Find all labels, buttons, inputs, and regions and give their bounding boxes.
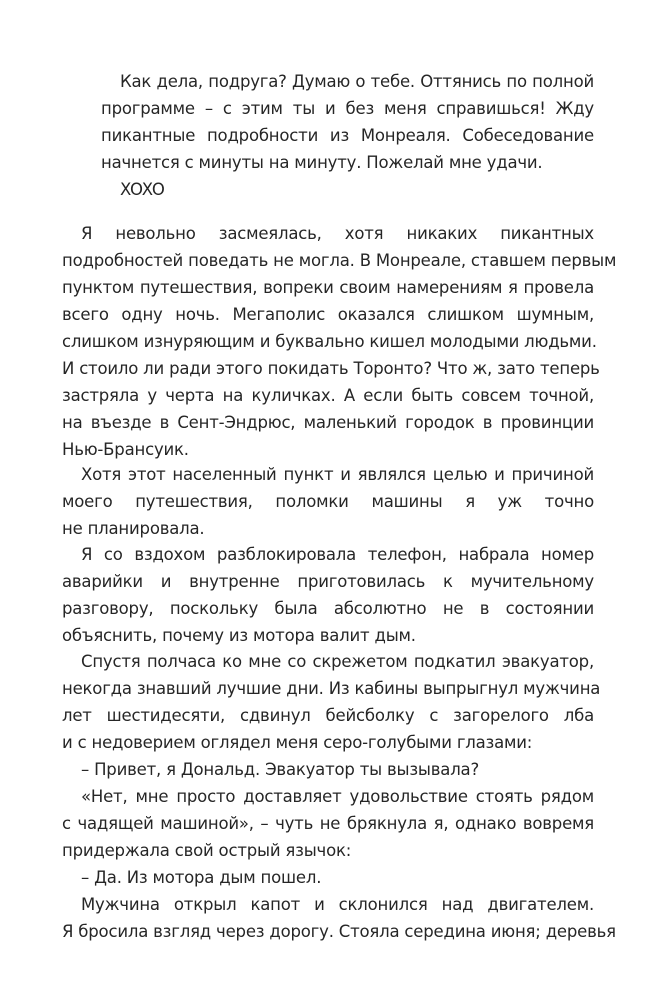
text-line: придержала свой острый язычок: xyxy=(62,841,352,860)
text-line: разговору, поскольку была абсолютно не в состоянии xyxy=(62,599,594,618)
text-line: пунктом путешествия, вопреки своим намерениям я провела xyxy=(62,278,594,297)
text-line: «Нет, мне просто доставляет удовольствие стоять рядом xyxy=(81,787,594,806)
letter-line: начнется с минуты на минуту. Пожелай мне удачи. xyxy=(101,153,543,172)
text-line: и с недоверием оглядел меня серо-голубыми глазами: xyxy=(62,733,533,752)
text-line: Я невольно засмеялась, хотя никаких пикантных xyxy=(81,224,594,243)
text-line: объяснить, почему из мотора валит дым. xyxy=(62,626,416,645)
dialogue-line: – Да. Из мотора дым пошел. xyxy=(81,868,322,887)
text-line: лет шестидесяти, сдвинул бейсболку с загорелого лба xyxy=(62,706,594,725)
text-line: Мужчина открыл капот и склонился над двигателем. xyxy=(81,895,594,914)
text-line: Спустя полчаса ко мне со скрежетом подкатил эвакуатор, xyxy=(81,652,594,671)
text-line: всего одну ночь. Мегаполис оказался слишком шумным, xyxy=(62,305,594,324)
text-line: на въезде в Сент-Эндрюс, маленький городок в провинции xyxy=(62,413,594,432)
text-line: подробностей поведать не могла. В Монреале, ставшем первым xyxy=(62,251,617,270)
text-line: Я бросила взгляд через дорогу. Стояла середина июня; деревья xyxy=(62,922,616,941)
text-line: аварийки и внутренне приготовилась к мучительному xyxy=(62,572,594,591)
text-line: не планировала. xyxy=(62,519,205,538)
text-line: некогда знавший лучшие дни. Из кабины выпрыгнул мужчина xyxy=(62,679,601,698)
text-line: И стоило ли ради этого покидать Торонто? Что ж, зато теперь xyxy=(62,359,600,378)
dialogue-line: – Привет, я Дональд. Эвакуатор ты вызывала? xyxy=(81,760,480,779)
text-line: Хотя этот населенный пункт и являлся целью и причиной xyxy=(81,465,594,484)
text-line: моего путешествия, поломки машины я уж точно xyxy=(62,492,594,511)
text-line: застряла у черта на куличках. А если быть совсем точной, xyxy=(62,386,594,405)
letter-signoff: XOXO xyxy=(120,180,165,199)
text-line: слишком изнуряющим и буквально кишел молодыми людьми. xyxy=(62,332,597,351)
text-line: с чадящей машиной», – чуть не брякнула я, однако вовремя xyxy=(62,814,594,833)
letter-line: пикантные подробности из Монреаля. Собеседование xyxy=(101,126,594,145)
letter-line: программе – с этим ты и без меня справишься! Жду xyxy=(101,99,594,118)
text-line: Я со вздохом разблокировала телефон, набрала номер xyxy=(81,545,594,564)
letter-line: Как дела, подруга? Думаю о тебе. Оттянись по полной xyxy=(120,72,594,91)
text-line: Нью-Брансуик. xyxy=(62,440,189,459)
